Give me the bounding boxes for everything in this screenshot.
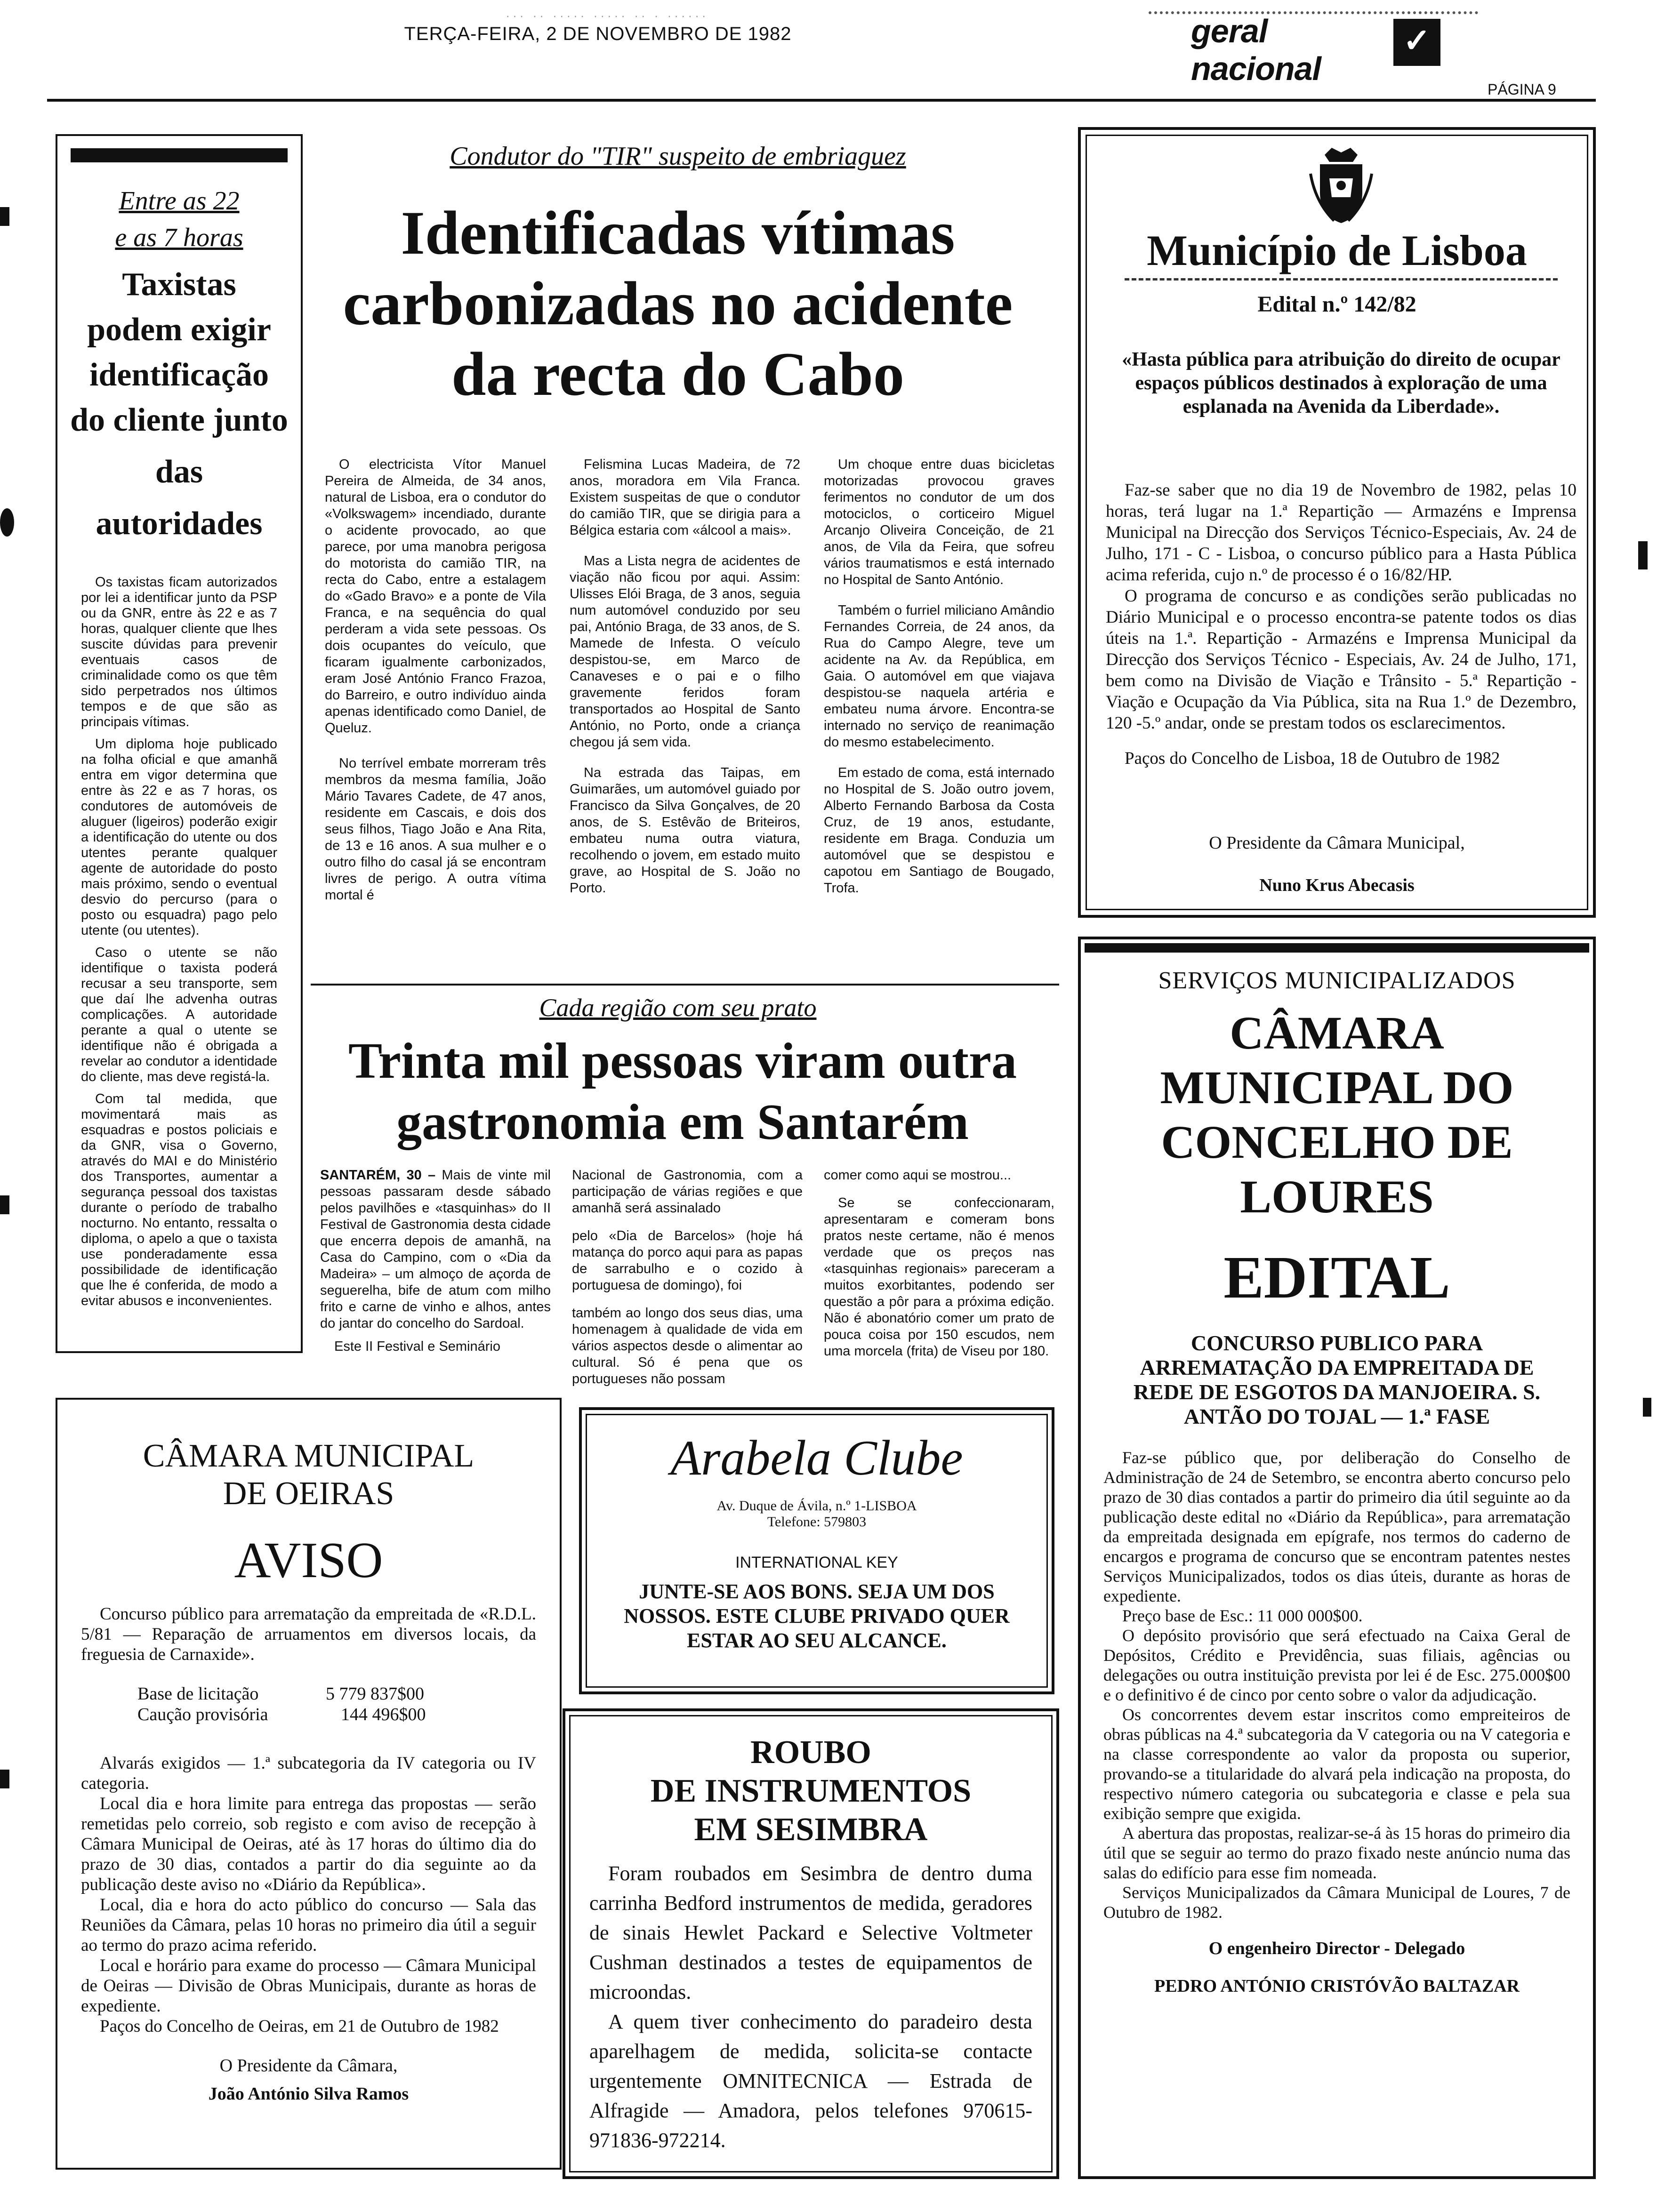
paragraph: Os taxistas ficam autorizados por lei a identificar junto da PSP ou da GNR, entre às 22 e as 7 horas, qualquer cliente que lhes suscite dúvidas para prevenir eventuais casos de criminalidade como os que têm sido perpetrados nos últimos tempos e de que são as principais vítimas. xyxy=(81,575,277,729)
headline-line: das xyxy=(155,454,203,490)
price-row xyxy=(137,1704,536,1725)
paragraph: Felismina Lucas Madeira, de 72 anos, moradora em Vila Franca. Existem suspeitas de que o condutor do camião TIR, que se dirigia para a Bélgica estaria com «álcool a mais». xyxy=(570,457,800,538)
paragraph: Alvarás exigidos — 1.ª subcategoria da IV categoria ou IV categoria. xyxy=(81,1754,536,1793)
title-line: MUNICIPAL DO xyxy=(1160,1061,1514,1114)
loures-org: SERVIÇOS MUNICIPALIZADOS xyxy=(1158,967,1516,994)
paragraph: Paços do Concelho de Lisboa, 18 de Outubro de 1982 xyxy=(1125,749,1500,768)
edital-heading: EDITAL xyxy=(1223,1244,1450,1311)
tir-kicker: Condutor do "TIR" suspeito de embriaguez xyxy=(450,142,906,171)
paragraph: No terrível embate morreram três membros da mesma família, João Mário Tavares Cadete, de 47 anos, residente em Cascais, e dois dos seus filhos, Tiago João e Ana Rita, de 13 e 16 anos. A sua mulher e o outro filho do casal já se encontram livres de perigo. A outra vítima mortal é xyxy=(325,756,546,903)
headline-line: Trinta mil pessoas viram outra xyxy=(348,1033,1017,1089)
roubo-inner-frame xyxy=(569,1715,1053,2172)
paragraph: Paços do Concelho de Oeiras, em 21 de Outubro de 1982 xyxy=(100,2017,499,2036)
paragraph: Concurso público para arrematação da empreitada de «R.D.L. 5/81 — Reparação de arruamentos em diversos locais, da freguesia de Carnaxide». xyxy=(81,1604,536,1664)
paragraph: O programa de concurso e as condições serão publicadas no Diário Municipal e o processo encontra-se patente todos os dias úteis na 1.ª. Repartição - Armazéns e Imprensa Municipal da Direcção dos Serviços Técnico - Especiais, Av. 24 de Julho, 171, bem como na Divisão de Viação e Trânsito - 5.ª Repartição - Viação e Ocupação da Via Pública, sita na Rua 1.º de Dezembro, 120 -5.º andar, onde se prestam todos os esclarecimentos. xyxy=(1106,586,1577,733)
paragraph: comer como aqui se mostrou... xyxy=(824,1168,1012,1183)
paragraph: Se se confeccionaram, apresentaram e comeram bons pratos neste certame, não é menos verdade que os preços nas «tasquinhas regionais» pareceram a muitos exorbitantes, podendo ser questão a pôr para a próxima edição. Não é abonatório comer um prato de pouca coisa por 150 escudos, nem uma morcela (frita) de Viseu por 180. xyxy=(824,1195,1054,1359)
arabela-inner-frame xyxy=(586,1414,1048,1688)
header-rule xyxy=(47,99,1596,102)
roubo-instrumentos-ad xyxy=(563,1708,1059,2179)
santarem-headline xyxy=(311,1031,1054,1153)
title-line: EM SESIMBRA xyxy=(694,1811,928,1848)
paragraph: Serviços Municipalizados da Câmara Municipal de Loures, 7 de Outubro de 1982. xyxy=(1103,1883,1570,1922)
paragraph: pelo «Dia de Barcelos» (hoje há matança do porco aqui para as papas de sarrabulho e o cozido à portuguesa de domingo), foi xyxy=(572,1228,803,1293)
headline-line: do cliente junto xyxy=(70,402,288,438)
title-line: CÂMARA MUNICIPAL xyxy=(143,1438,475,1474)
loures-edital-ad xyxy=(1078,937,1596,2179)
margin-mark xyxy=(0,508,14,537)
taxistas-article xyxy=(56,134,303,1353)
loures-title xyxy=(1085,1006,1589,1224)
title-dotted-rule xyxy=(1125,278,1558,281)
edital-subject: «Hasta pública para atribuição do direito de ocupar espaços públicos destinados à exploração de uma esplanada na Avenida da Liberdade». xyxy=(1122,349,1560,417)
paragraph: A quem tiver conhecimento do paradeiro desta aparelhagem de medida, solicita-se contacte urgentemente OMNITECNICA — Estrada de Alfragide — Amadora, pelos telefones 970615-971836-972214. xyxy=(589,2010,1032,2152)
concurso-subject xyxy=(1085,1331,1589,1429)
santarem-column-1 xyxy=(320,1167,551,1362)
subject-line: ANTÃO DO TOJAL — 1.ª FASE xyxy=(1183,1404,1490,1428)
lisboa-title: Município de Lisboa xyxy=(1147,226,1527,274)
paragraph: Em estado de coma, está internado no Hospital de S. João outro jovem, Alberto Fernando Barbosa da Costa Cruz, de 19 anos, estudante, residente em Braga. Conduzia um automóvel que se despistou e capotou em Santiago de Bougado, Trofa. xyxy=(824,765,1054,896)
tir-column-2 xyxy=(570,457,800,903)
paragraph: Também o furriel miliciano Amândio Fernandes Correia, de 24 anos, da Rua do Campo Alegre, teve um acidente na Av. da República, em Gaia. O automóvel em que viajava despistou-se naquela artéria e embateu numa árvore. Encontra-se internado no serviço de reanimação do mesmo estabelecimento. xyxy=(824,603,1054,750)
kicker-line-1: Entre as 22 xyxy=(119,186,240,216)
price-table xyxy=(137,1683,536,1725)
signature-role: O Presidente da Câmara, xyxy=(219,2056,398,2076)
paragraph: Um choque entre duas bicicletas motorizadas provocou graves ferimentos no condutor de um dos motociclos, o corticeiro Miguel Arcanjo Oliveira Conceição, de 21 anos, de Vila da Feira, que sofreu vários traumatismos e está internado no Hospital de Santo António. xyxy=(824,457,1054,587)
title-line: CÂMARA xyxy=(1230,1007,1444,1059)
signature-name: Nuno Krus Abecasis xyxy=(1259,875,1415,895)
paragraph: Faz-se saber que no dia 19 de Novembro de 1982, pelas 10 horas, terá lugar na 1.ª Repartição — Armazéns e Imprensa Municipal na Direcção dos Serviços Técnico-Especiais, Av. 24 de Julho, 171 - C - Lisboa, o concurso público para a Hasta Pública acima referida, cujo n.º de processo é o 16/82/HP. xyxy=(1106,481,1577,585)
arabela-address: Av. Duque de Ávila, n.º 1-LISBOA xyxy=(716,1498,917,1514)
title-line: ROUBO xyxy=(750,1734,871,1771)
paragraph: Local dia e hora limite para entrega das propostas — serão remetidas pelo correio, sob registo e com aviso de recepção à Câmara Municipal de Oeiras, até às 17 horas do último dia do prazo de 30 dias, contados a partir do dia seguinte ao da publicação deste aviso no «Diário da República». xyxy=(81,1794,536,1894)
signature-role: O engenheiro Director - Delegado xyxy=(1208,1939,1465,1958)
margin-mark xyxy=(1638,541,1648,569)
section-title: geral nacional xyxy=(1191,13,1321,87)
international-key: INTERNATIONAL KEY xyxy=(735,1554,898,1571)
lisboa-inner-frame xyxy=(1086,135,1588,910)
paragraph: Com tal medida, que movimentará mais as esquadras e postos policiais e da GNR, visa o Governo, através do MAI e do Ministério dos Transportes, aumentar a segurança pessoal dos taxistas durante o período de trabalho nocturno. No entanto, ressalta o diploma, o apelo a que o taxista use ponderadamente essa possibilidade de identificação que lhe é conferida, de modo a evitar abusos e inconvenientes. xyxy=(81,1091,277,1308)
paragraph: Este II Festival e Seminário xyxy=(334,1339,500,1354)
paragraph: O depósito provisório que será efectuado na Caixa Geral de Depósitos, Crédito e Previdência, suas filiais, agências ou delegações ou outra instituição prevista por lei é de Esc. 275.000$00 e o definitivo é de cinco por cento sobre o valor da adjudicação. xyxy=(1103,1626,1570,1704)
headline-line: identificação xyxy=(89,357,269,393)
headline xyxy=(57,262,301,546)
roubo-title xyxy=(571,1733,1051,1849)
santarem-column-3 xyxy=(824,1167,1054,1366)
headline-line: carbonizadas no acidente xyxy=(343,269,1013,338)
aviso-body xyxy=(81,1604,536,2036)
margin-mark xyxy=(0,207,9,226)
edital-body xyxy=(1106,480,1577,769)
paragraph: Preço base de Esc.: 11 000 000$00. xyxy=(1122,1606,1363,1625)
kicker-line-2: e as 7 horas xyxy=(115,223,243,252)
roubo-body xyxy=(589,1859,1032,2155)
arabela-slogan: JUNTE-SE AOS BONS. SEJA UM DOS NOSSOS. ESTE CLUBE PRIVADO QUER ESTAR AO SEU ALCANCE. xyxy=(624,1580,1010,1652)
headline-line: podem exigir xyxy=(87,312,271,348)
price-label: Base de licitação xyxy=(137,1684,259,1704)
paragraph: Faz-se público que, por deliberação do Conselho de Administração de 24 de Setembro, se encontra aberto concurso pelo prazo de 30 dias contados a partir do primeiro dia útil seguinte ao da publicação deste edital no «Diário da República», para arrematação da empreitada designada em epígrafe, nos termos do caderno de encargos e programa de concurso que se encontram patentes nestes Serviços Municipalizados, todos os dias úteis, durante as horas de expediente. xyxy=(1103,1448,1570,1605)
santarem-kicker: Cada região com seu prato xyxy=(539,994,817,1022)
tir-column-3 xyxy=(824,457,1054,903)
headline-line: da recta do Cabo xyxy=(451,339,904,409)
paragraph: Foram roubados em Sesimbra de dentro duma carrinha Bedford instrumentos de medida, geradores de sinais Hewlet Packard e Selective Voltmeter Cushman destinados a testes de equipamentos de microondas. xyxy=(589,1862,1032,2004)
subject-line: ARREMATAÇÃO DA EMPREITADA DE xyxy=(1140,1355,1534,1379)
santarem-column-2 xyxy=(572,1167,803,1394)
price-row xyxy=(137,1683,536,1704)
headline-line: Identificadas vítimas xyxy=(401,198,955,267)
paragraph: também ao longo dos seus dias, uma homenagem à qualidade de vida em vários aspectos desde o alimentar ao cultural. Só é pena que os portugueses não possam xyxy=(572,1306,803,1387)
paragraph: Local, dia e hora do acto público do concurso — Sala das Reuniões da Câmara, pelas 10 horas no primeiro dia útil a seguir ao termo do prazo acima referido. xyxy=(81,1895,536,1955)
aviso-heading: AVISO xyxy=(234,1532,383,1588)
signature-name: PEDRO ANTÓNIO CRISTÓVÃO BALTAZAR xyxy=(1154,1976,1520,1996)
page-number: PÁGINA 9 xyxy=(1488,81,1556,98)
price-label: Caução provisória xyxy=(137,1705,268,1724)
publication-logo: ✓ xyxy=(1393,19,1440,66)
margin-mark xyxy=(0,1770,9,1788)
paragraph-text: Mais de vinte mil pessoas passaram desde sábado pelos pavilhões e «tasquinhas» do II Festival de Gastronomia desta cidade que encerra depois de amanhã, na Casa do Campino, com o «Dia da Madeira» – um almoço de açorda de seguerelha, bife de atum com milho frito e carne de vinho e alhos, antes do jantar do concelho do Sardoal. xyxy=(320,1168,551,1331)
paragraph: Caso o utente se não identifique o taxista poderá recusar a seu transporte, sem que daí lhe advenha outras complicações. A autoridade perante a qual o utente se identifique não é obrigada a revelar ao condutor a identidade do cliente, mas deve registá-la. xyxy=(81,945,277,1084)
paragraph: A abertura das propostas, realizar-se-á às 15 horas do primeiro dia útil que se seguir ao termo do prazo fixado neste anúncio numa das salas do edifício para esse fim nomeada. xyxy=(1103,1824,1570,1882)
signature-name: João António Silva Ramos xyxy=(208,2084,409,2104)
lisboa-edital-ad xyxy=(1078,127,1596,918)
arabela-clube-ad xyxy=(579,1407,1054,1694)
header-faint-line: ··· ·· ····· ····· ·· · ······ xyxy=(506,8,709,23)
price-value: 5 779 837$00 xyxy=(326,1684,424,1704)
title-line: LOURES xyxy=(1240,1170,1434,1223)
tir-column-1 xyxy=(325,457,546,910)
header-date: TERÇA-FEIRA, 2 DE NOVEMBRO DE 1982 xyxy=(404,24,792,44)
headline-line: Taxistas xyxy=(122,266,236,303)
paragraph: Nacional de Gastronomia, com a participação de várias regiões e que amanhã será assinalado xyxy=(572,1168,803,1216)
title-line: CONCELHO DE xyxy=(1161,1116,1513,1168)
price-value: 144 496$00 xyxy=(341,1705,426,1724)
paragraph: Os concorrentes devem estar inscritos como empreiteiros de obras públicas na 4.ª subcategoria da V categoria ou na V categoria e na classe correspondente ao valor da proposta ou superior, provando-se a titularidade do alvará pela indicação na proposta, do respectivo número categoria ou subcategoria e classe e pela sua exibição sempre que exigida. xyxy=(1103,1705,1570,1823)
tir-headline xyxy=(311,198,1045,409)
subject-line: REDE DE ESGOTOS DA MANJOEIRA. S. xyxy=(1133,1380,1541,1404)
oeiras-aviso-ad xyxy=(56,1398,562,2170)
headline-line: gastronomia em Santarém xyxy=(396,1094,969,1150)
headline-line: autoridades xyxy=(96,505,263,542)
article-body xyxy=(81,575,277,1309)
margin-mark xyxy=(0,1195,9,1214)
paragraph: Mas a Lista negra de acidentes de viação não ficou por aqui. Assim: Ulisses Elói Braga, de 3 anos, seguia num automóvel conduzido por seu pai, António Braga, de 33 anos, de S. Mamede de Infesta. O veículo despistou-se, em Marco de Canaveses e o pai e o filho gravemente feridos foram transportados ao Hospital de Santo António, no Porto, onde a criança chegou já sem vida. xyxy=(570,553,800,750)
lisbon-coat-of-arms-icon xyxy=(1306,145,1376,225)
paragraph: O electricista Vítor Manuel Pereira de Almeida, de 34 anos, natural de Lisboa, era o condutor do «Volkswagem» incendiado, durante o acidente provocado, ao que parece, por uma manobra perigosa do motorista do camião TIR, na recta do Cabo, entre a estalagem do «Gado Bravo» e a ponte de Vila Franca, e na sequência do qual perderam a vida sete pessoas. Os dois ocupantes do veículo, que ficaram igualmente carbonizados, eram José António Franco Frazoa, do Barreiro, e outro indivíduo ainda apenas identificado como Daniel, de Queluz. xyxy=(325,457,546,736)
arabela-phone: Telefone: 579803 xyxy=(767,1514,867,1530)
title-line: DE INSTRUMENTOS xyxy=(650,1773,972,1809)
signature-role: O Presidente da Câmara Municipal, xyxy=(1209,833,1465,853)
edital-number: Edital n.º 142/82 xyxy=(1257,292,1416,317)
paragraph: Na estrada das Taipas, em Guimarães, um automóvel guiado por Francisco da Silva Gonçalves, de 20 anos, de S. Estêvão de Briteiros, embateu numa outra viatura, recolhendo o jovem, em estado muito grave, ao Hospital de S. João no Porto. xyxy=(570,765,800,896)
loures-body xyxy=(1103,1448,1570,1922)
ad-top-bar xyxy=(1085,943,1589,953)
margin-mark xyxy=(1643,1398,1651,1417)
subject-line: CONCURSO PUBLICO PARA xyxy=(1190,1331,1483,1355)
oeiras-title xyxy=(57,1437,560,1513)
paragraph xyxy=(320,1167,551,1332)
paragraph: Um diploma hoje publicado na folha oficial e que amanhã entra em vigor determina que entre às 22 e as 7 horas, os condutores de automóveis de aluguer (ligeiros) poderão exigir a identificação do utente ou dos utentes perante qualquer agente de autoridade do posto mais próximo, sendo o eventual desvio do percurso (para o posto ou esquadra) pago pelo utente (ou utentes). xyxy=(81,737,277,938)
article-top-bar xyxy=(71,148,288,162)
paragraph: Local e horário para exame do processo — Câmara Municipal de Oeiras — Divisão de Obras Municipais, durante as horas de expediente. xyxy=(81,1956,536,2016)
arabela-title: Arabela Clube xyxy=(670,1430,963,1485)
section-divider xyxy=(311,984,1059,986)
title-line: DE OEIRAS xyxy=(223,1475,394,1512)
dateline: SANTARÉM, 30 – xyxy=(320,1168,436,1183)
